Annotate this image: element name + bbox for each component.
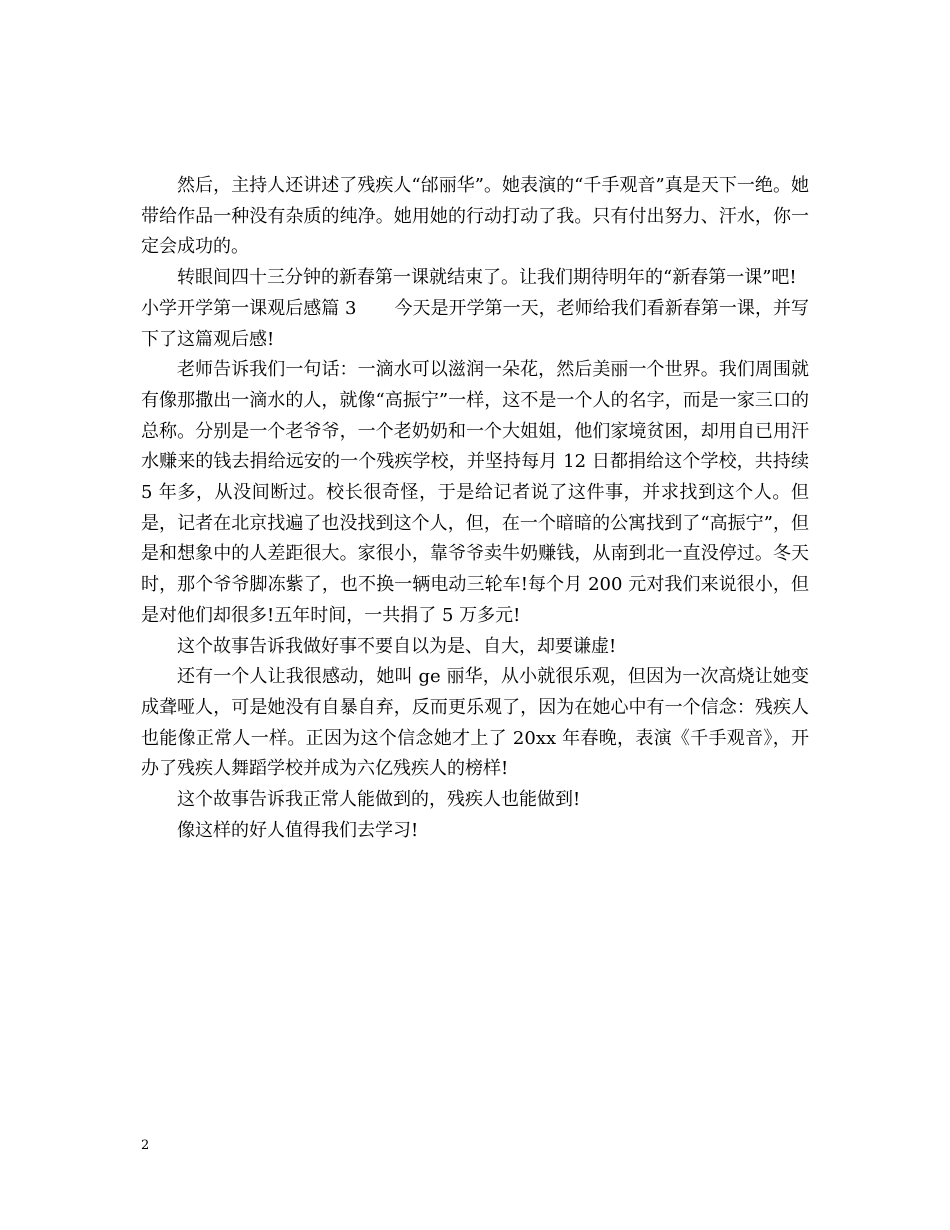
paragraph-lesson-1: 这个故事告诉我做好事不要自以为是、自大，却要谦虚!: [177, 635, 617, 657]
paragraph-story-1: 老师告诉我们一句话：一滴水可以滋润一朵花，然后美丽一个世界。我们周围就有像那撒出一滴水的人，就像“高振宁”一样，这不是一个人的名字，而是一家三口的总称。分别是一个老爷爷，一个老奶奶和一个大姐姐，他们家境贫困，却用自已用汗水赚来的钱去捐给远安的一个残疾学校，并坚持每月 12 日都捐给这个学校，共持续 5 年多，从没间断过。校长很奇怪，于是给记者说了这件事，并求找到这个人。但是，记者在北京找遍了也没找到这个人，但，在一个暗暗的公寓找到了“高振宁”，但是和想象中的人差距很大。家很小，靠爷爷卖牛奶赚钱，从南到北一直没停过。冬天时，那个爷爷脚冻紫了，也不换一辆电动三轮车!每个月 200 元对我们来说很小，但是对他们却很多!五年时间，一共捐了 5 万多元!: [141, 359, 809, 626]
paragraph-1: 然后，主持人还讲述了残疾人“邰丽华”。她表演的“千手观音”真是天下一绝。她带给作品一种没有杂质的纯净。她用她的行动打动了我。只有付出努力、汗水，你一定会成功的。: [141, 175, 809, 258]
document-body: [141, 171, 809, 846]
section-intro: 今天是开学第一天，老师给我们看新春第一课，并写下了这篇观后感!: [141, 297, 809, 350]
page-number: 2: [141, 1138, 150, 1153]
paragraph-2: 转眼间四十三分钟的新春第一课就结束了。让我们期待明年的“新春第一课”吧!: [177, 267, 797, 289]
section-heading: 小学开学第一课观后感篇 3: [141, 297, 357, 319]
paragraph-closing: 像这样的好人值得我们去学习!: [177, 819, 419, 841]
paragraph-story-2: 还有一个人让我很感动，她叫 ge 丽华，从小就很乐观，但因为一次高烧让她变成聋哑人，可是她没有自暴自弃，反而更乐观了，因为在她心中有一个信念：残疾人也能像正常人一样。正因为这个信念她才上了 20xx 年春晚，表演《千手观音》，开办了残疾人舞蹈学校并成为六亿残疾人的榜样!: [141, 666, 809, 780]
section-heading-paragraph: [141, 294, 809, 355]
paragraph-lesson-2: 这个故事告诉我正常人能做到的，残疾人也能做到!: [177, 789, 581, 811]
